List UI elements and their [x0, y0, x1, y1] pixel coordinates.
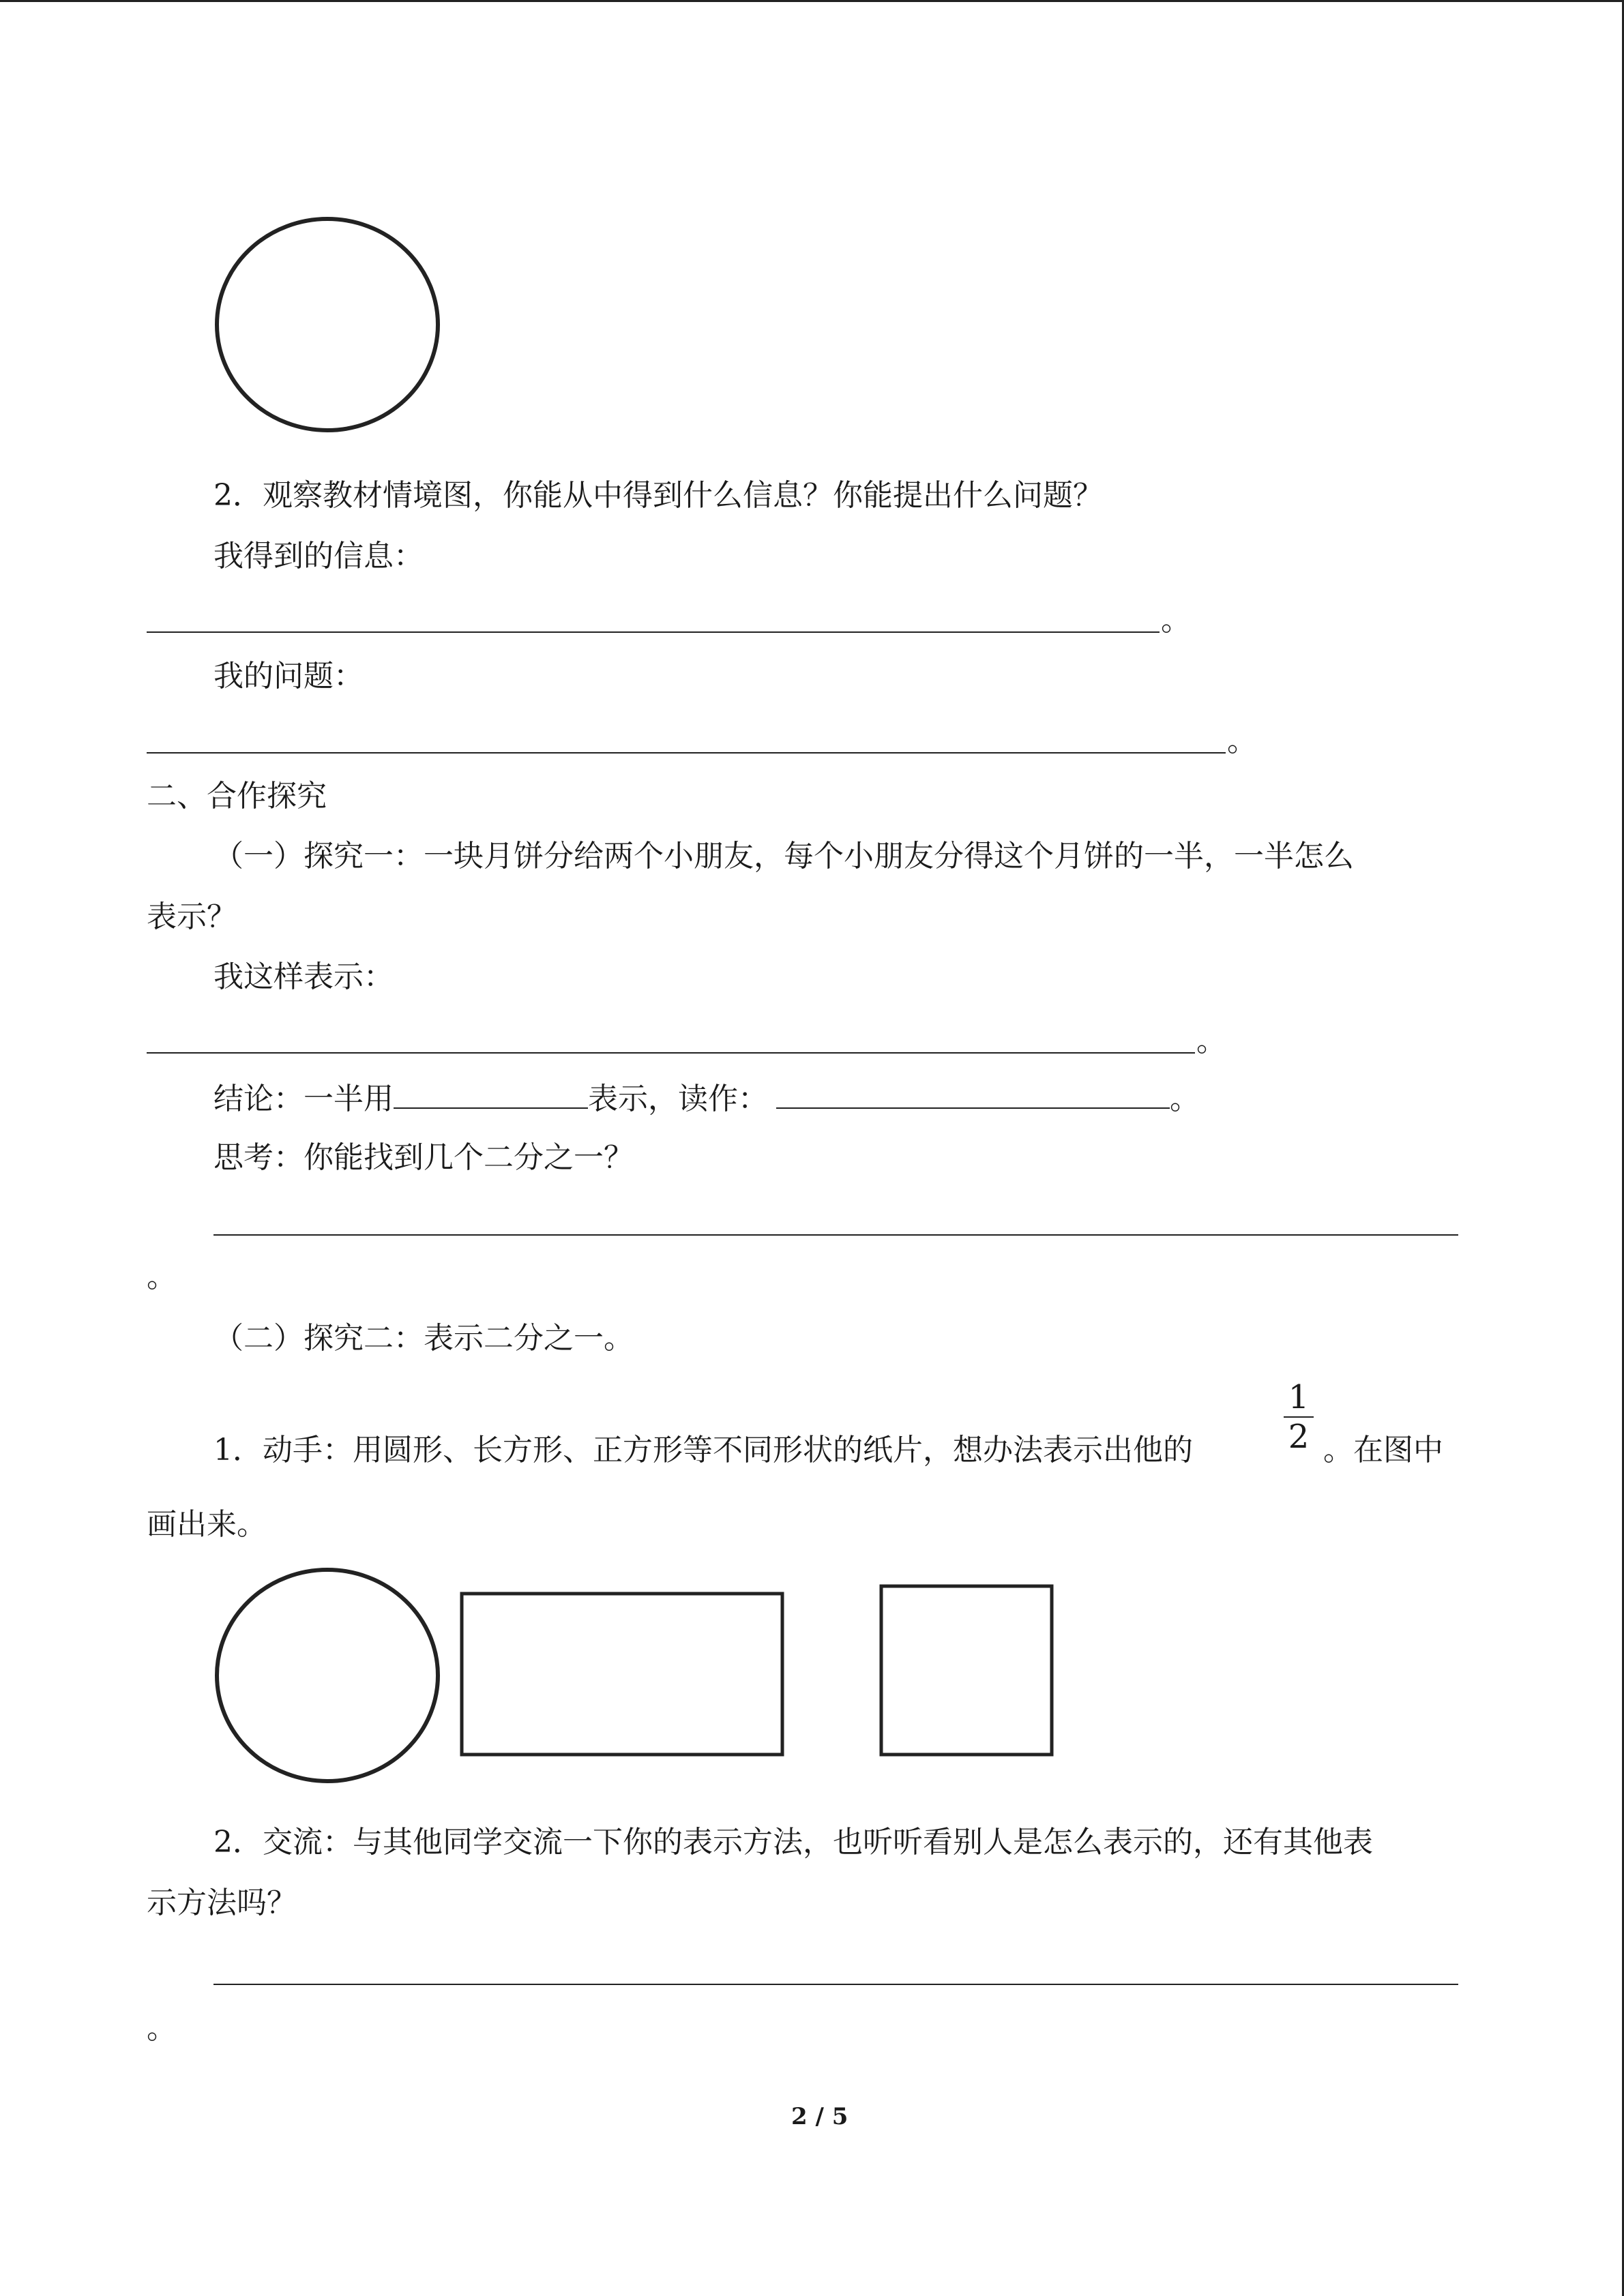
task1-prefix: 1．动手：用圆形、长方形、正方形等不同形状的纸片，想办法表示出他的: [213, 1433, 1193, 1467]
info-answer-line[interactable]: [147, 631, 1160, 633]
task2-period: 。: [147, 2011, 177, 2046]
conclusion-row: [213, 1077, 1200, 1120]
my-way-answer-line[interactable]: [147, 1052, 1195, 1054]
info-period: 。: [1161, 603, 1191, 638]
circle-top: [217, 219, 438, 430]
my-question-label: 我的问题：: [213, 659, 364, 694]
task2-answer-line[interactable]: [213, 1984, 1458, 1985]
task2-line1: 2．交流：与其他同学交流一下你的表示方法，也听听看别人是怎么表示的，还有其他表: [213, 1825, 1373, 1860]
task2-line2: 示方法吗？: [147, 1885, 297, 1920]
conclusion-blank-1[interactable]: [394, 1077, 588, 1109]
q2-question: 2．观察教材情境图，你能从中得到什么信息？你能提出什么问题？: [213, 478, 1103, 513]
info-label: 我得到的信息：: [213, 539, 424, 573]
question-answer-line[interactable]: [147, 752, 1226, 754]
section-heading: 二、合作探究: [147, 779, 327, 814]
explore1-line1: （一）探究一：一块月饼分给两个小朋友，每个小朋友分得这个月饼的一半，一半怎么: [213, 839, 1354, 874]
page-number: 2 / 5: [791, 2103, 848, 2130]
circle-bottom: [217, 1570, 438, 1781]
my-way-label: 我这样表示：: [213, 959, 394, 994]
task1-suffix: 。在图中: [1323, 1433, 1443, 1467]
think-period: 。: [147, 1259, 177, 1294]
conclusion-blank-2[interactable]: [776, 1077, 1170, 1109]
my-way-period: 。: [1196, 1024, 1226, 1058]
square-shape: [881, 1586, 1052, 1755]
think-question: 思考：你能找到几个二分之一？: [213, 1140, 634, 1175]
fraction-denominator: 2: [1288, 1418, 1310, 1456]
task1-line2: 画出来。: [147, 1507, 267, 1542]
conclusion-mid: 表示，读作：: [588, 1082, 768, 1116]
question-period: 。: [1227, 724, 1257, 758]
explore1-line2: 表示？: [147, 899, 237, 934]
conclusion-end: 。: [1170, 1082, 1200, 1116]
conclusion-prefix: 结论：一半用: [213, 1082, 394, 1116]
rectangle-shape: [462, 1594, 782, 1755]
fraction-numerator: 1: [1288, 1378, 1310, 1416]
think-answer-line[interactable]: [213, 1234, 1458, 1236]
explore2-heading: （二）探究二：表示二分之一。: [213, 1321, 634, 1356]
fraction-one-half: [1281, 1380, 1316, 1455]
